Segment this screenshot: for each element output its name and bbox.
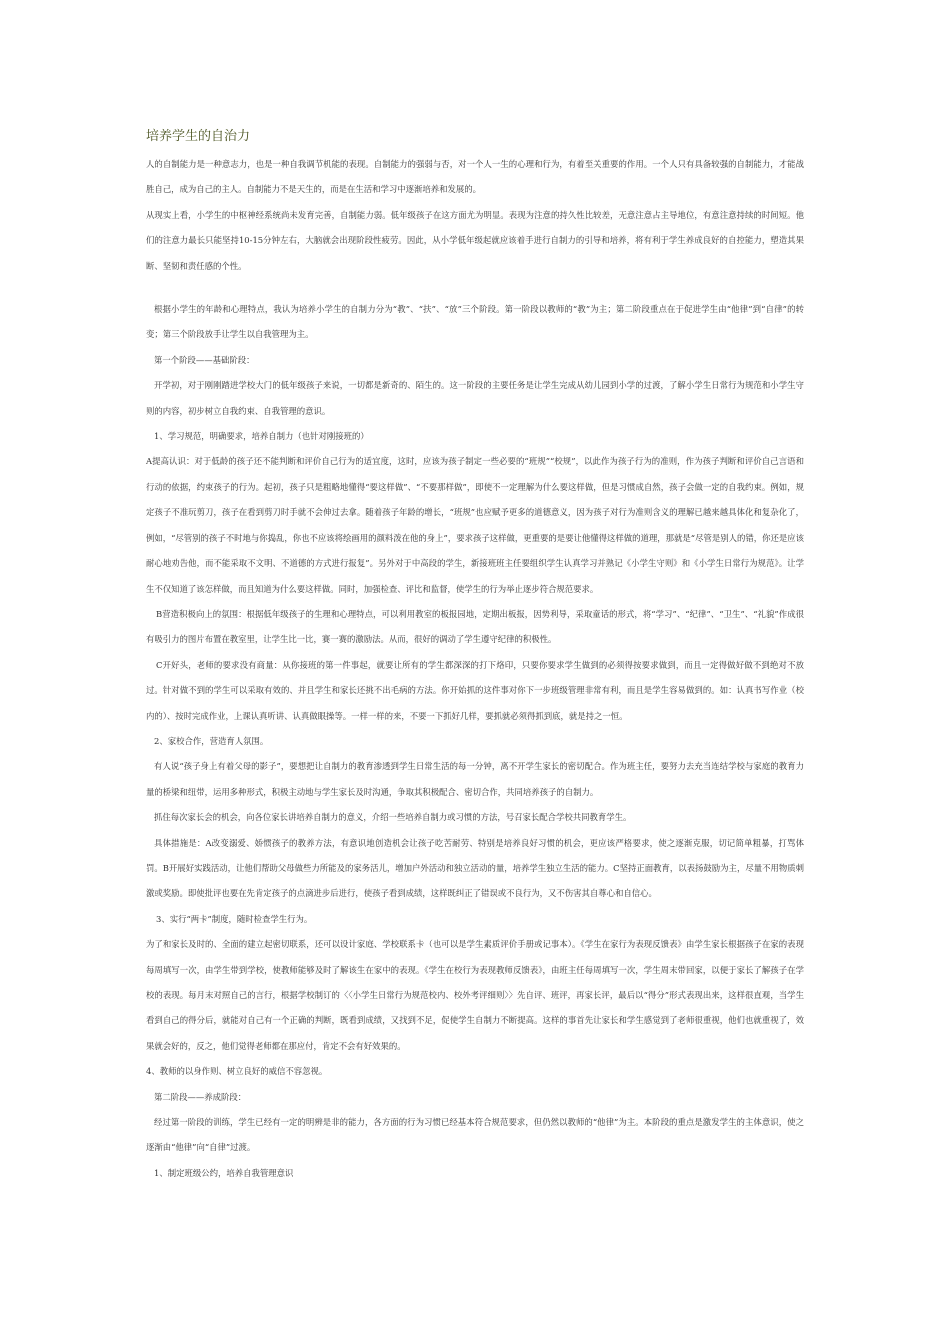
paragraph-intro-2: 从现实上看，小学生的中枢神经系统尚未发育完善，自制能力弱。低年级孩子在这方面尤为明显。表现为注意的持久性比较差，无意注意占主导地位，有意注意持续的时间短。他们的注意力最长只能坚持10-15分钟左右，大脑就会出现阶段性疲劳。因此，从小学低年级起就应该着手进行自制力的引导和培养，将有利于学生养成良好的自控能力，塑造其果断、坚韧和责任感的个性。: [146, 209, 804, 271]
paragraph-item-c: C开好头，老师的要求没有商量：从你接班的第一件事起，就要让所有的学生都深深的打下烙印，只要你要求学生做到的必须得按要求做到，而且一定得做好做不到绝对不放过。针对做不到的学生可以采取有效的、并且学生和家长还挑不出毛病的方法。你开始抓的这件事对你下一步班级管理非常有利，而且是学生容易做到的。如：认真书写作业（校内的）、按时完成作业，上课认真听讲、认真做眼操等。一样一样的来，不要一下抓好几样，要抓就必须得抓到底，就是持之一恒。: [146, 659, 804, 721]
heading-item-4: 4、教师的以身作则、树立良好的威信不容忽视。: [146, 1066, 328, 1077]
paragraph-stage-one-intro: 开学初，对于刚刚踏进学校大门的低年级孩子来说，一切都是新奇的、陌生的。这一阶段的主要任务是让学生完成从幼儿园到小学的过渡，了解小学生日常行为规范和小学生守则的内容，初步树立自我约束、自我管理的意识。: [146, 380, 804, 416]
heading-stage-two-item-1: 1、制定班级公约，培养自我管理意识: [154, 1167, 294, 1178]
paragraph-measures: 具体措施是：A改变溺爱、娇惯孩子的教养方法，有意识地创造机会让孩子吃苦耐劳、特别是培养良好习惯的机会，更应该严格要求，使之逐渐克服，切记简单粗暴，打骂体罚。B开展好实践活动，让他们帮助父母做些力所能及的家务活儿，增加户外活动和独立活动的量，培养学生独立生活的能力。C坚持正面教育，以表扬鼓励为主，尽量不用物质刺激或奖励。即使批评也要在先肯定孩子的点滴进步后进行，使孩子看到成绩，这样既纠正了错误或不良行为，又不伤害其自尊心和自信心。: [146, 837, 804, 899]
paragraph-stages-overview: 根据小学生的年龄和心理特点，我认为培养小学生的自制力分为“教”、“扶”、“放”三个阶段。第一阶段以教师的“教”为主；第二阶段重点在于促进学生由“他律”到“自律”的转变；第三个阶段放手让学生以自我管理为主。: [146, 304, 804, 340]
paragraph-gap: [146, 279, 804, 297]
heading-stage-one: 第一个阶段——基础阶段：: [154, 354, 255, 365]
heading-stage-two: 第二阶段——养成阶段：: [154, 1091, 247, 1102]
heading-item-1: 1、学习规范，明确要求，培养自制力（也针对刚接班的）: [154, 431, 369, 442]
paragraph-two-cards: 为了和家长及时的、全面的建立起密切联系，还可以设计家庭、学校联系卡（也可以是学生素质评价手册或记事本）。《学生在家行为表现反馈表》由学生家长根据孩子在家的表现每周填写一次，由学生带到学校，使教师能够及时了解该生在家中的表现。《学生在校行为表现教师反馈表》，由班主任每周填写一次，学生周末带回家，以便于家长了解孩子在学校的表现。每月末对照自己的言行，根据学校制订的〈〈小学生日常行为规范校内、校外考评细则〉〉先自评、班评，再家长评，最后以“得分”形式表现出来，这样很直观，当学生看到自己的得分后，就能对自己有一个正确的判断，既看到成绩，又找到不足，促使学生自制力不断提高。这样的事首先让家长和学生感觉到了老师很重视，他们也就重视了，效果就会好的，反之，他们觉得老师都在那应付，肯定不会有好效果的。: [146, 939, 804, 1051]
heading-item-3: 3、实行“两卡”制度，随时检查学生行为。: [156, 913, 313, 924]
paragraph-item-b: B营造积极向上的氛围：根据低年级孩子的生理和心理特点，可以利用教室的板报园地，定期出板报，因势利导，采取童话的形式，将“学习”、“纪律”、“卫生”、“礼貌”作成很有吸引力的图片布置在教室里，让学生比一比，赛一赛的激励法。从而，很好的调动了学生遵守纪律的积极性。: [146, 608, 804, 645]
paragraph-home-school-2: 抓住每次家长会的机会，向各位家长讲培养自制力的意义，介绍一些培养自制力或习惯的方法，号召家长配合学校共同教育学生。: [154, 812, 632, 823]
heading-item-2: 2、家校合作，营造育人氛围。: [154, 735, 269, 746]
document-title: 培养学生的自治力: [146, 129, 251, 144]
paragraph-home-school-1: 有人说“孩子身上有着父母的影子”，要想把让自制力的教育渗透到学生日常生活的每一分钟，离不开学生家长的密切配合。作为班主任，要努力去充当连结学校与家庭的教育力量的桥梁和纽带，运用多种形式，积极主动地与学生家长及时沟通，争取其积极配合、密切合作，共同培养孩子的自制力。: [146, 761, 804, 797]
paragraph-item-a: A提高认识：对于低龄的孩子还不能判断和评价自己行为的适宜度，这时，应该为孩子制定一些必要的“班规”“校规”，以此作为孩子行为的准则，作为孩子判断和评价自己言语和行动的依据，约束孩子的行为。起初，孩子只是粗略地懂得“要这样做”、“不要那样做”，即使不一定理解为什么要这样做，但是习惯成自然，孩子会做一定的自我约束。例如，规定孩子不准玩剪刀，孩子在看到剪刀时手就不会伸过去拿。随着孩子年龄的增长，“班规”也应赋予更多的道德意义，因为孩子对行为准则含义的理解已越来越具体化和复杂化了，例如，“尽管别的孩子不时地与你捣乱，你也不应该将绘画用的颜料泼在他的身上”，要求孩子这样做，更重要的是要让他懂得这样做的道理，那就是“尽管是别人的错，你还是应该耐心地劝告他，而不能采取不文明、不道德的方式进行报复”。另外对于中高段的学生，新接班班主任要组织学生认真学习并熟记《小学生守则》和《小学生日常行为规范》。让学生不仅知道了该怎样做，而且知道为什么要这样做。同时，加强检查、评比和监督，使学生的行为举止逐步符合规范要求。: [146, 456, 804, 594]
paragraph-stage-two-intro: 经过第一阶段的训练，学生已经有一定的明辨是非的能力，各方面的行为习惯已经基本符合规范要求，但仍然以教师的“他律”为主。本阶段的重点是激发学生的主体意识，使之逐渐由“他律”向“自律”过渡。: [146, 1117, 804, 1153]
paragraph-intro-1: 人的自制能力是一种意志力，也是一种自我调节机能的表现。自制能力的强弱与否，对一个人一生的心理和行为，有着至关重要的作用。一个人只有具备较强的自制能力，才能战胜自己，成为自己的主人。自制能力不是天生的，而是在生活和学习中逐渐培养和发展的。: [146, 159, 804, 195]
